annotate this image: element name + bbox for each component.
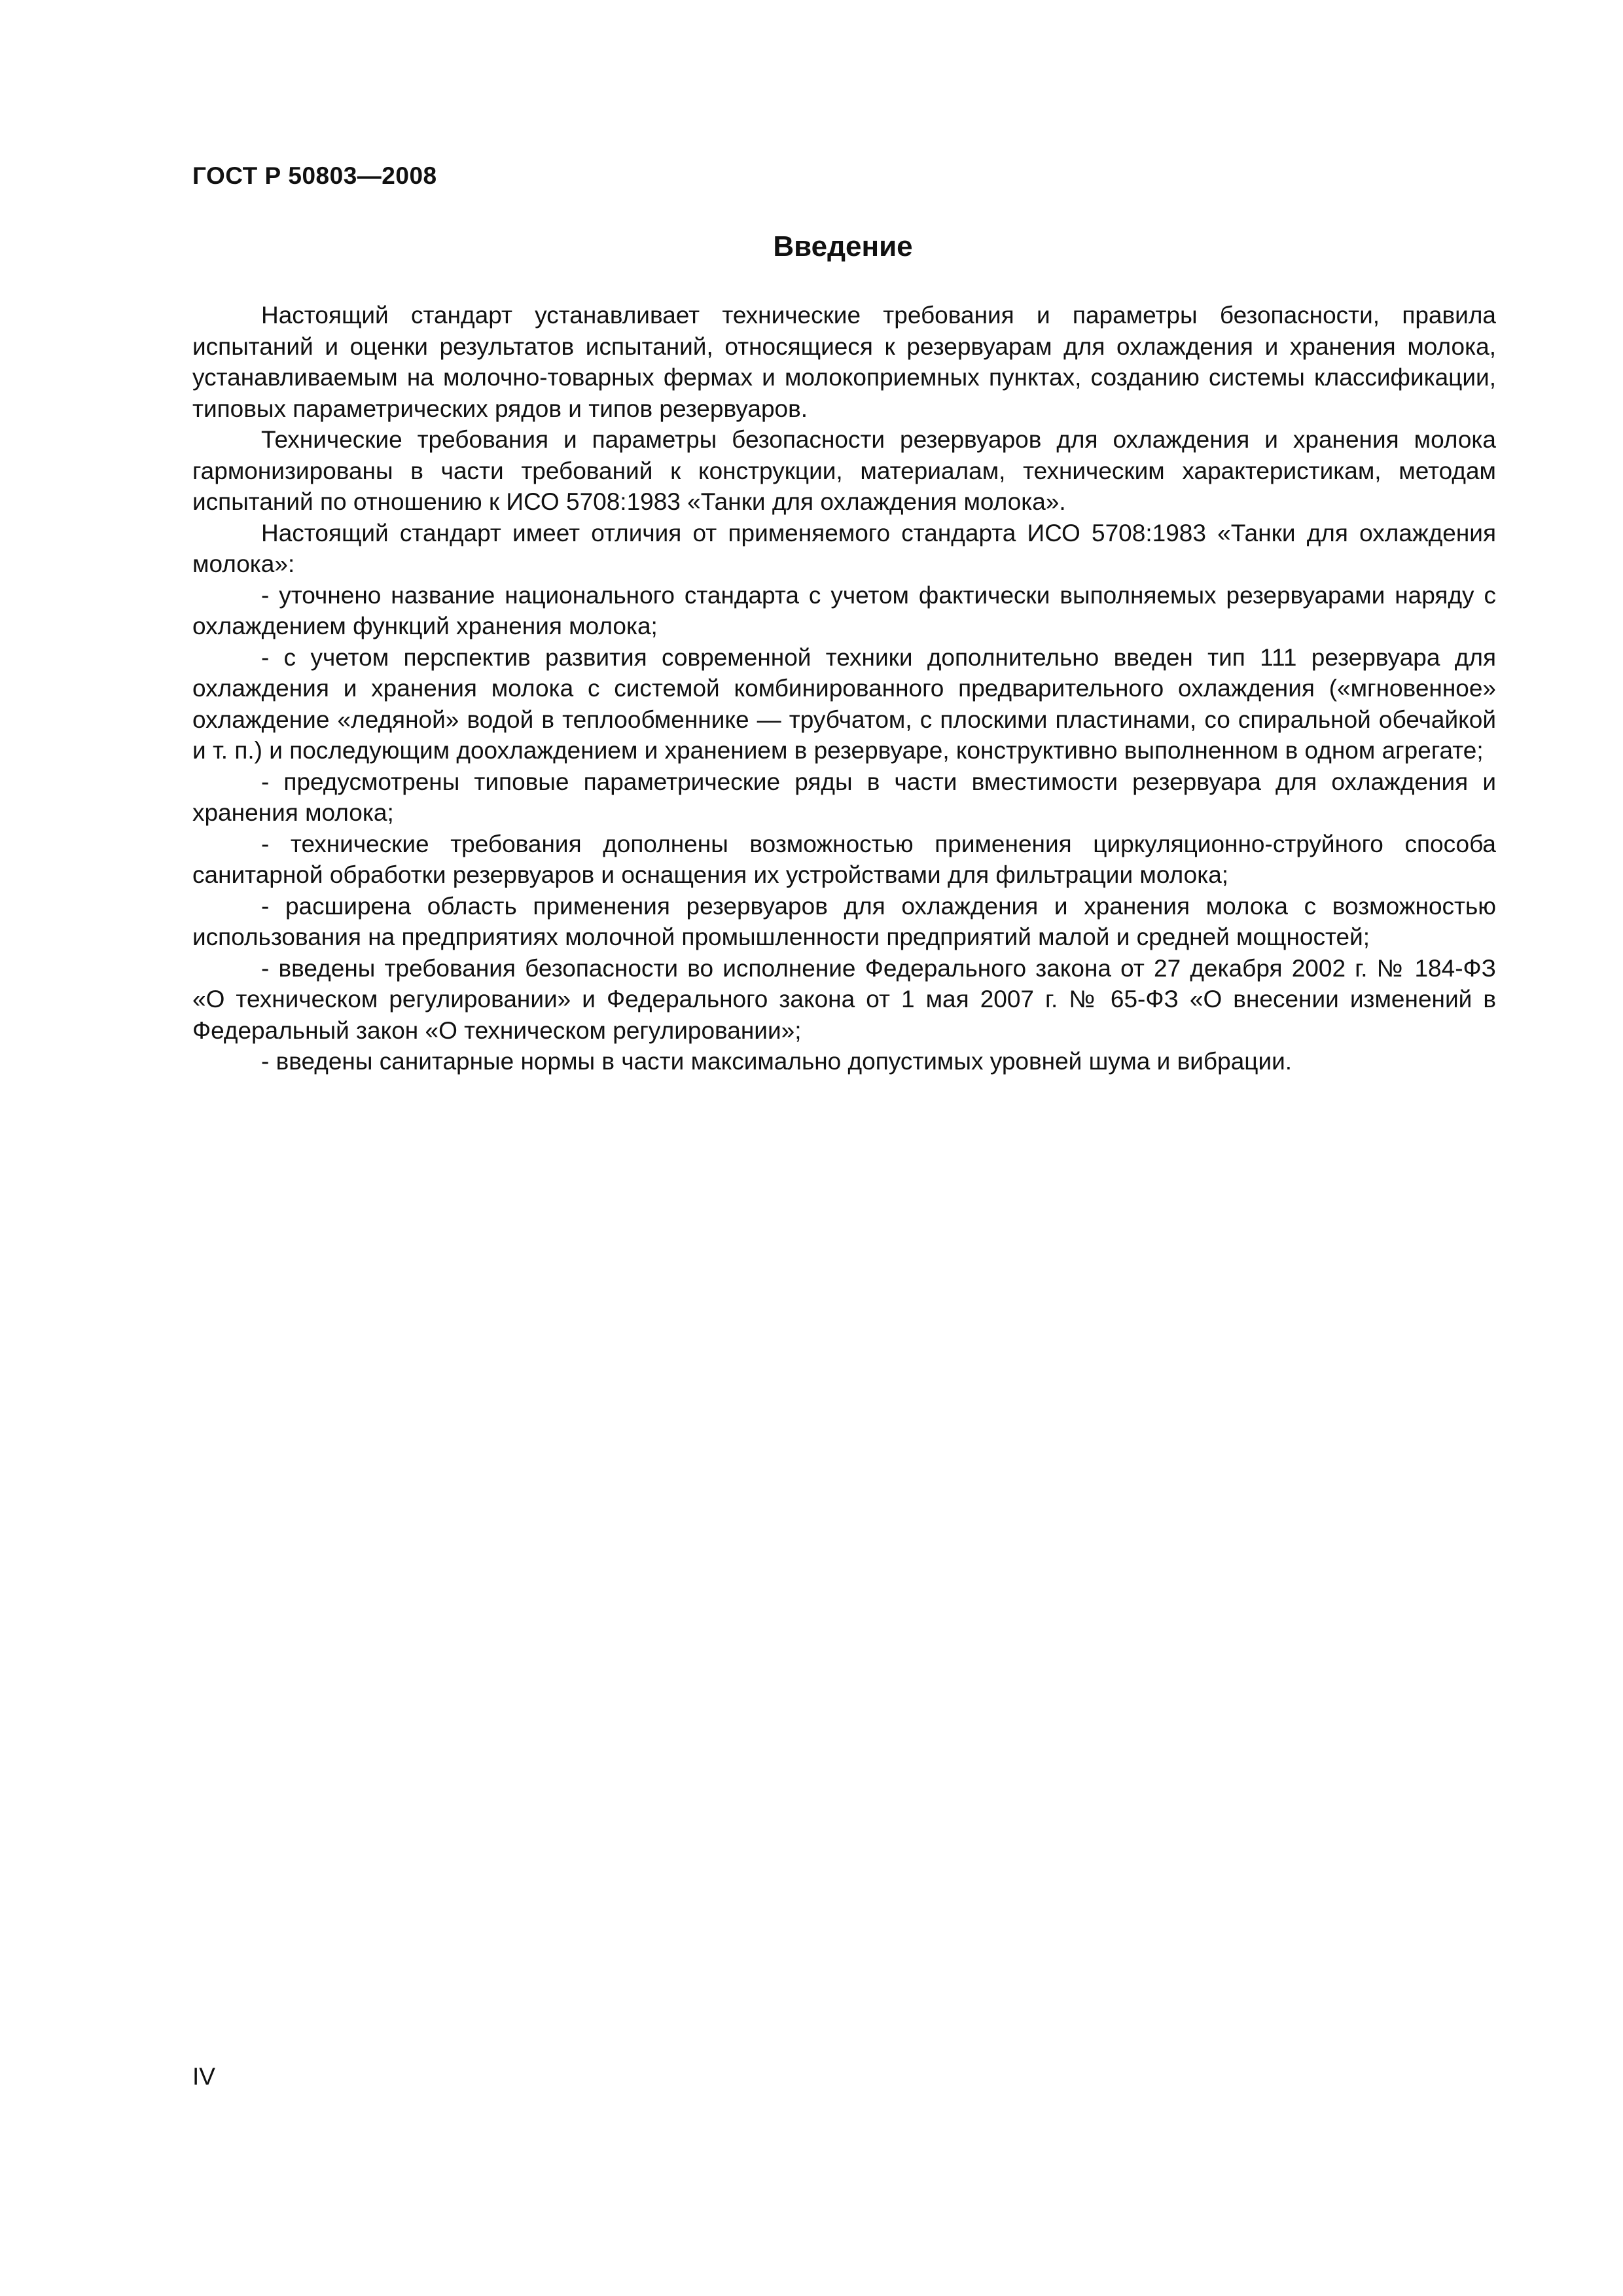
list-item-difference-sanitation: - технические требования дополнены возможностью применения циркуляционно-струйного способа санитарной обработки резервуаров и оснащения их устройствами для фильтрации молока; bbox=[192, 830, 1496, 888]
list-item-difference-sanitary-norms: - введены санитарные нормы в части максимально допустимых уровней шума и вибрации. bbox=[261, 1048, 1293, 1075]
list-item-difference-parametric-series: - предусмотрены типовые параметрические ряды в части вместимости резервуара для охлаждения и хранения молока; bbox=[192, 768, 1496, 826]
paragraph-harmonization: Технические требования и параметры безопасности резервуаров для охлаждения и хранения молока гармонизированы в части требований к конструкции, материалам, техническим характеристикам, методам испытаний по отношению к ИСО 5708:1983 «Танки для охлаждения молока». bbox=[192, 426, 1496, 515]
list-item-difference-title: - уточнено название национального стандарта с учетом фактически выполняемых резервуарами наряду с охлаждением функций хранения молока; bbox=[192, 581, 1496, 639]
paragraph-differences-intro: Настоящий стандарт имеет отличия от применяемого стандарта ИСО 5708:1983 «Танки для охлаждения молока»: bbox=[192, 519, 1496, 577]
page-number: IV bbox=[192, 2063, 215, 2090]
list-item-difference-safety: - введены требования безопасности во исполнение Федерального закона от 27 декабря 2002 г. № 184-ФЗ «О техническом регулировании» и Федерального закона от 1 мая 2007 г. № 65-ФЗ «О внесении изменений в Федеральный закон «О техническом регулировании»; bbox=[192, 954, 1496, 1044]
introduction-body bbox=[192, 300, 1496, 1077]
list-item-difference-type-111: - с учетом перспектив развития современной техники дополнительно введен тип 111 резервуара для охлаждения и хранения молока с системой комбинированного предварительного охлаждения («мгновенное» охлаждение «ледяной» водой в теплообменнике — трубчатом, с плоскими пластинами, со спиральной обечайкой и т. п.) и последующим доохлаждением и хранением в резервуаре, конструктивно выполненном в одном агрегате; bbox=[192, 643, 1496, 764]
section-title: Введение bbox=[773, 230, 913, 262]
paragraph-scope: Настоящий стандарт устанавливает технические требования и параметры безопасности, правила испытаний и оценки результатов испытаний, относящиеся к резервуарам для охлаждения и хранения молока, устанавливаемым на молочно-товарных фермах и молокоприемных пунктах, созданию системы классификации, типовых параметрических рядов и типов резервуаров. bbox=[192, 302, 1496, 422]
document-code-header: ГОСТ Р 50803—2008 bbox=[192, 162, 437, 189]
list-item-difference-scope: - расширена область применения резервуаров для охлаждения и хранения молока с возможностью использования на предприятиях молочной промышленности предприятий малой и средней мощностей; bbox=[192, 892, 1496, 950]
